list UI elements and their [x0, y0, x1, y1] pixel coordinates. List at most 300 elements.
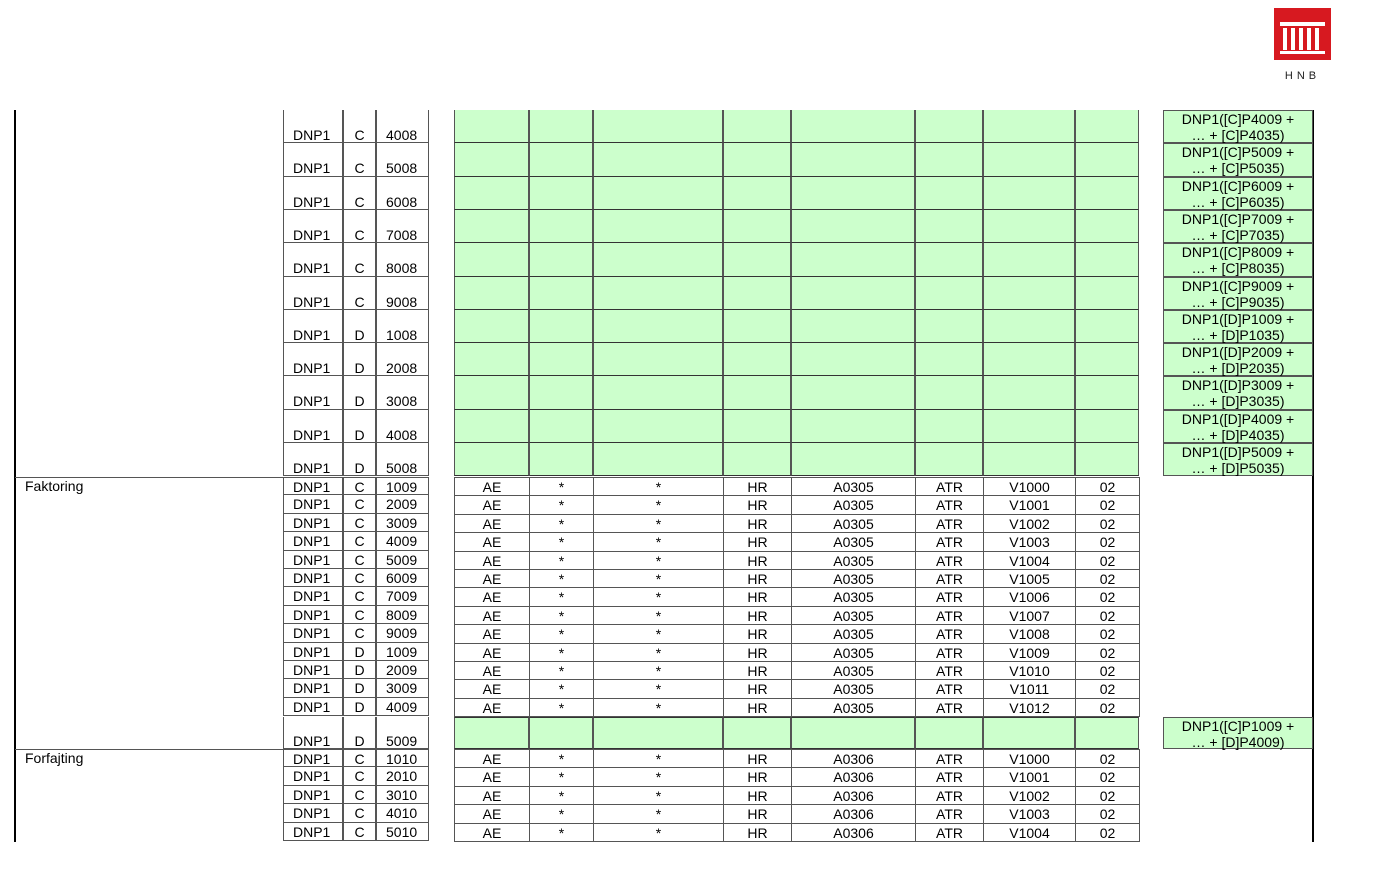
- section-label: Faktoring: [25, 478, 84, 494]
- data-cell: *: [593, 804, 724, 824]
- left-cell: DNP1: [283, 343, 343, 376]
- data-cell: V1011: [983, 679, 1076, 699]
- formula-cell: [1163, 177, 1313, 210]
- data-cell: 02: [1075, 587, 1140, 607]
- empty-green-cell: [529, 410, 593, 443]
- left-cell: D: [343, 410, 376, 443]
- data-cell: ATR: [915, 767, 984, 787]
- section-label: Forfajting: [25, 750, 84, 766]
- left-cell: DNP1: [283, 717, 343, 749]
- empty-green-cell: [915, 717, 983, 749]
- data-cell: *: [593, 587, 724, 607]
- empty-green-cell: [593, 110, 723, 143]
- empty-green-cell: [983, 443, 1075, 476]
- data-cell: AE: [454, 823, 530, 842]
- formula-cell: [1163, 443, 1313, 476]
- formula-cell: [1163, 343, 1313, 376]
- empty-green-cell: [593, 177, 723, 210]
- left-cell: 1008: [376, 310, 429, 343]
- left-cell: 6009: [376, 569, 429, 587]
- formula-line-1: DNP1([C]P9009 +: [1181, 278, 1295, 294]
- data-cell: ATR: [915, 514, 984, 533]
- empty-green-cell: [529, 343, 593, 376]
- empty-green-cell: [983, 143, 1075, 177]
- empty-green-cell: [529, 376, 593, 410]
- data-cell: AE: [454, 532, 530, 552]
- empty-green-cell: [454, 443, 529, 476]
- data-cell: *: [593, 532, 724, 552]
- empty-green-cell: [983, 277, 1075, 310]
- data-cell: HR: [723, 643, 792, 662]
- empty-green-cell: [1075, 277, 1139, 310]
- table-border: [14, 110, 16, 842]
- data-cell: V1003: [983, 804, 1076, 824]
- data-cell: 02: [1075, 551, 1140, 570]
- empty-green-cell: [593, 243, 723, 277]
- left-cell: DNP1: [283, 277, 343, 310]
- data-cell: A0306: [791, 767, 916, 787]
- empty-green-cell: [529, 443, 593, 476]
- empty-green-cell: [915, 310, 983, 343]
- empty-green-cell: [593, 443, 723, 476]
- empty-green-cell: [454, 343, 529, 376]
- data-cell: AE: [454, 624, 530, 644]
- data-cell: *: [593, 569, 724, 588]
- data-cell: AE: [454, 749, 530, 768]
- data-cell: A0305: [791, 477, 916, 496]
- left-cell: C: [343, 210, 376, 243]
- left-cell: 6008: [376, 177, 429, 210]
- data-cell: AE: [454, 661, 530, 680]
- empty-green-cell: [915, 243, 983, 277]
- empty-green-cell: [723, 376, 791, 410]
- data-cell: *: [529, 786, 594, 805]
- left-cell: C: [343, 495, 376, 514]
- data-cell: V1006: [983, 587, 1076, 607]
- formula-line-2: … + [C]P6035): [1191, 194, 1285, 210]
- data-cell: V1009: [983, 643, 1076, 662]
- data-cell: HR: [723, 514, 792, 533]
- empty-green-cell: [791, 310, 915, 343]
- left-cell: 9008: [376, 277, 429, 310]
- data-cell: AE: [454, 698, 530, 717]
- formula-line-1: DNP1([C]P7009 +: [1181, 211, 1295, 227]
- left-cell: DNP1: [283, 786, 343, 804]
- left-cell: 3010: [376, 786, 429, 804]
- empty-green-cell: [791, 277, 915, 310]
- data-cell: A0305: [791, 495, 916, 515]
- left-cell: 1009: [376, 643, 429, 661]
- left-cell: C: [343, 624, 376, 643]
- formula-cell: [1163, 110, 1313, 143]
- left-cell: D: [343, 679, 376, 698]
- formula-cell: [1163, 277, 1313, 310]
- formula-line-2: … + [D]P4009): [1191, 734, 1285, 750]
- empty-green-cell: [1075, 717, 1139, 749]
- empty-green-cell: [915, 177, 983, 210]
- data-cell: *: [593, 786, 724, 805]
- data-cell: 02: [1075, 477, 1140, 496]
- formula-line-2: … + [C]P4035): [1191, 127, 1285, 143]
- empty-green-cell: [593, 310, 723, 343]
- data-cell: A0305: [791, 606, 916, 625]
- data-cell: AE: [454, 606, 530, 625]
- empty-green-cell: [983, 177, 1075, 210]
- data-cell: 02: [1075, 532, 1140, 552]
- left-cell: D: [343, 343, 376, 376]
- data-cell: V1002: [983, 514, 1076, 533]
- formula-line-2: … + [D]P2035): [1191, 360, 1285, 376]
- data-cell: HR: [723, 749, 792, 768]
- data-cell: AE: [454, 551, 530, 570]
- data-cell: HR: [723, 624, 792, 644]
- empty-green-cell: [723, 110, 791, 143]
- empty-green-cell: [983, 343, 1075, 376]
- formula-line-1: DNP1([D]P3009 +: [1181, 377, 1295, 393]
- empty-green-cell: [983, 310, 1075, 343]
- left-cell: DNP1: [283, 210, 343, 243]
- left-cell: DNP1: [283, 514, 343, 532]
- empty-green-cell: [723, 443, 791, 476]
- left-cell: 4008: [376, 110, 429, 143]
- left-cell: 2008: [376, 343, 429, 376]
- empty-green-cell: [1075, 410, 1139, 443]
- left-cell: C: [343, 786, 376, 804]
- data-cell: A0306: [791, 804, 916, 824]
- data-cell: *: [529, 532, 594, 552]
- left-cell: C: [343, 177, 376, 210]
- data-cell: A0305: [791, 698, 916, 717]
- left-cell: 3009: [376, 679, 429, 698]
- left-cell: D: [343, 661, 376, 679]
- data-cell: AE: [454, 767, 530, 787]
- empty-green-cell: [791, 243, 915, 277]
- left-cell: C: [343, 606, 376, 624]
- left-cell: 4008: [376, 410, 429, 443]
- formula-cell: [1163, 310, 1313, 343]
- formula-line-2: … + [C]P5035): [1191, 160, 1285, 176]
- data-cell: V1012: [983, 698, 1076, 717]
- data-cell: 02: [1075, 495, 1140, 515]
- data-cell: ATR: [915, 823, 984, 842]
- data-cell: A0306: [791, 786, 916, 805]
- empty-green-cell: [529, 243, 593, 277]
- formula-line-1: DNP1([C]P1009 +: [1181, 718, 1295, 734]
- empty-green-cell: [915, 143, 983, 177]
- left-cell: C: [343, 749, 376, 767]
- data-cell: AE: [454, 786, 530, 805]
- data-cell: HR: [723, 495, 792, 515]
- data-cell: 02: [1075, 749, 1140, 768]
- left-cell: C: [343, 767, 376, 786]
- data-cell: *: [593, 767, 724, 787]
- empty-green-cell: [593, 277, 723, 310]
- left-cell: C: [343, 532, 376, 551]
- data-cell: HR: [723, 823, 792, 842]
- left-cell: D: [343, 376, 376, 410]
- data-cell: ATR: [915, 661, 984, 680]
- empty-green-cell: [454, 376, 529, 410]
- data-cell: V1004: [983, 551, 1076, 570]
- data-cell: *: [529, 661, 594, 680]
- data-cell: AE: [454, 569, 530, 588]
- left-cell: 4009: [376, 698, 429, 716]
- left-cell: DNP1: [283, 376, 343, 410]
- data-cell: HR: [723, 661, 792, 680]
- left-cell: D: [343, 443, 376, 476]
- empty-green-cell: [791, 443, 915, 476]
- empty-green-cell: [791, 717, 915, 749]
- left-cell: DNP1: [283, 679, 343, 698]
- left-cell: DNP1: [283, 804, 343, 823]
- left-cell: DNP1: [283, 177, 343, 210]
- data-cell: HR: [723, 551, 792, 570]
- left-cell: 9009: [376, 624, 429, 643]
- left-cell: 5008: [376, 443, 429, 476]
- data-cell: V1008: [983, 624, 1076, 644]
- data-cell: A0305: [791, 569, 916, 588]
- formula-line-1: DNP1([C]P5009 +: [1181, 144, 1295, 160]
- empty-green-cell: [529, 310, 593, 343]
- data-cell: A0305: [791, 679, 916, 699]
- empty-green-cell: [454, 177, 529, 210]
- left-cell: C: [343, 804, 376, 823]
- data-cell: *: [593, 495, 724, 515]
- empty-green-cell: [1075, 376, 1139, 410]
- left-cell: DNP1: [283, 749, 343, 767]
- empty-green-cell: [915, 343, 983, 376]
- empty-green-cell: [723, 717, 791, 749]
- empty-green-cell: [983, 717, 1075, 749]
- data-cell: ATR: [915, 698, 984, 717]
- data-cell: AE: [454, 643, 530, 662]
- left-cell: C: [343, 243, 376, 277]
- left-cell: DNP1: [283, 310, 343, 343]
- data-cell: *: [593, 551, 724, 570]
- data-cell: AE: [454, 804, 530, 824]
- empty-green-cell: [915, 410, 983, 443]
- empty-green-cell: [454, 210, 529, 243]
- formula-line-1: DNP1([D]P4009 +: [1181, 411, 1295, 427]
- empty-green-cell: [791, 143, 915, 177]
- data-cell: ATR: [915, 551, 984, 570]
- left-cell: 3009: [376, 514, 429, 532]
- empty-green-cell: [529, 110, 593, 143]
- data-cell: ATR: [915, 624, 984, 644]
- data-cell: V1000: [983, 749, 1076, 768]
- empty-green-cell: [1075, 310, 1139, 343]
- formula-cell: [1163, 376, 1313, 410]
- data-cell: 02: [1075, 624, 1140, 644]
- empty-green-cell: [454, 243, 529, 277]
- empty-green-cell: [454, 277, 529, 310]
- data-cell: *: [529, 804, 594, 824]
- empty-green-cell: [723, 277, 791, 310]
- data-cell: *: [529, 698, 594, 717]
- empty-green-cell: [723, 343, 791, 376]
- data-cell: 02: [1075, 767, 1140, 787]
- empty-green-cell: [593, 143, 723, 177]
- empty-green-cell: [915, 443, 983, 476]
- empty-green-cell: [791, 210, 915, 243]
- empty-green-cell: [454, 410, 529, 443]
- left-cell: D: [343, 643, 376, 661]
- empty-green-cell: [915, 210, 983, 243]
- left-cell: 2009: [376, 495, 429, 514]
- data-cell: *: [593, 624, 724, 644]
- formula-cell: [1163, 143, 1313, 177]
- data-cell: 02: [1075, 569, 1140, 588]
- empty-green-cell: [1075, 210, 1139, 243]
- left-cell: DNP1: [283, 443, 343, 476]
- empty-green-cell: [593, 410, 723, 443]
- data-cell: AE: [454, 495, 530, 515]
- data-cell: V1007: [983, 606, 1076, 625]
- left-cell: 1009: [376, 477, 429, 495]
- left-cell: 5010: [376, 823, 429, 841]
- left-cell: DNP1: [283, 410, 343, 443]
- empty-green-cell: [1075, 177, 1139, 210]
- left-cell: DNP1: [283, 569, 343, 587]
- data-cell: *: [593, 749, 724, 768]
- empty-green-cell: [1075, 243, 1139, 277]
- data-cell: HR: [723, 804, 792, 824]
- formula-line-2: … + [C]P9035): [1191, 294, 1285, 310]
- data-cell: AE: [454, 514, 530, 533]
- empty-green-cell: [983, 110, 1075, 143]
- formula-line-1: DNP1([D]P2009 +: [1181, 344, 1295, 360]
- data-cell: *: [529, 749, 594, 768]
- data-cell: HR: [723, 477, 792, 496]
- data-cell: 02: [1075, 661, 1140, 680]
- left-cell: 4009: [376, 532, 429, 551]
- empty-green-cell: [791, 410, 915, 443]
- left-cell: DNP1: [283, 606, 343, 624]
- data-cell: V1001: [983, 495, 1076, 515]
- left-cell: 2010: [376, 767, 429, 786]
- left-cell: DNP1: [283, 110, 343, 143]
- empty-green-cell: [723, 177, 791, 210]
- data-cell: A0305: [791, 624, 916, 644]
- data-cell: *: [529, 679, 594, 699]
- data-cell: *: [593, 643, 724, 662]
- left-cell: DNP1: [283, 243, 343, 277]
- left-cell: C: [343, 823, 376, 841]
- empty-green-cell: [983, 376, 1075, 410]
- left-cell: DNP1: [283, 661, 343, 679]
- data-cell: *: [529, 606, 594, 625]
- data-cell: V1002: [983, 786, 1076, 805]
- data-cell: *: [593, 606, 724, 625]
- data-cell: ATR: [915, 569, 984, 588]
- empty-green-cell: [723, 210, 791, 243]
- data-cell: HR: [723, 587, 792, 607]
- data-cell: V1000: [983, 477, 1076, 496]
- empty-green-cell: [723, 310, 791, 343]
- empty-green-cell: [454, 717, 529, 749]
- left-cell: D: [343, 698, 376, 716]
- empty-green-cell: [915, 376, 983, 410]
- left-cell: C: [343, 277, 376, 310]
- left-cell: DNP1: [283, 587, 343, 606]
- data-cell: V1004: [983, 823, 1076, 842]
- left-cell: DNP1: [283, 643, 343, 661]
- data-cell: 02: [1075, 514, 1140, 533]
- formula-line-1: DNP1([D]P1009 +: [1181, 311, 1295, 327]
- formula-cell: [1163, 210, 1313, 243]
- empty-green-cell: [791, 343, 915, 376]
- empty-green-cell: [454, 110, 529, 143]
- left-cell: C: [343, 110, 376, 143]
- formula-line-1: DNP1([D]P5009 +: [1181, 444, 1295, 460]
- left-cell: C: [343, 551, 376, 569]
- empty-green-cell: [529, 277, 593, 310]
- data-cell: *: [529, 587, 594, 607]
- data-cell: A0306: [791, 823, 916, 842]
- formula-cell: [1163, 410, 1313, 443]
- data-cell: *: [593, 661, 724, 680]
- data-cell: *: [593, 698, 724, 717]
- data-cell: A0305: [791, 532, 916, 552]
- empty-green-cell: [529, 210, 593, 243]
- data-cell: HR: [723, 679, 792, 699]
- empty-green-cell: [791, 110, 915, 143]
- formula-line-2: … + [C]P7035): [1191, 227, 1285, 243]
- empty-green-cell: [1075, 110, 1139, 143]
- empty-green-cell: [593, 376, 723, 410]
- left-cell: DNP1: [283, 551, 343, 569]
- formula-line-1: DNP1([C]P4009 +: [1181, 111, 1295, 127]
- data-cell: ATR: [915, 587, 984, 607]
- data-cell: *: [529, 823, 594, 842]
- data-cell: *: [529, 643, 594, 662]
- empty-green-cell: [915, 277, 983, 310]
- data-cell: V1001: [983, 767, 1076, 787]
- empty-green-cell: [1075, 343, 1139, 376]
- data-cell: V1003: [983, 532, 1076, 552]
- logo-text: HNB: [1284, 70, 1321, 82]
- empty-green-cell: [983, 410, 1075, 443]
- empty-green-cell: [983, 243, 1075, 277]
- data-cell: *: [529, 767, 594, 787]
- empty-green-cell: [723, 143, 791, 177]
- data-cell: V1010: [983, 661, 1076, 680]
- data-cell: HR: [723, 767, 792, 787]
- data-cell: *: [529, 569, 594, 588]
- left-cell: C: [343, 143, 376, 177]
- formula-line-2: … + [D]P1035): [1191, 327, 1285, 343]
- left-cell: 2009: [376, 661, 429, 679]
- data-cell: 02: [1075, 606, 1140, 625]
- data-cell: ATR: [915, 679, 984, 699]
- data-cell: V1005: [983, 569, 1076, 588]
- left-cell: 3008: [376, 376, 429, 410]
- left-cell: DNP1: [283, 532, 343, 551]
- data-cell: *: [593, 679, 724, 699]
- data-cell: *: [593, 477, 724, 496]
- empty-green-cell: [593, 210, 723, 243]
- left-cell: DNP1: [283, 143, 343, 177]
- left-cell: DNP1: [283, 823, 343, 841]
- formula-line-2: … + [D]P4035): [1191, 427, 1285, 443]
- data-cell: 02: [1075, 698, 1140, 717]
- empty-green-cell: [593, 717, 723, 749]
- data-cell: *: [529, 495, 594, 515]
- formula-cell: [1163, 243, 1313, 277]
- empty-green-cell: [723, 410, 791, 443]
- data-cell: ATR: [915, 749, 984, 768]
- empty-green-cell: [791, 376, 915, 410]
